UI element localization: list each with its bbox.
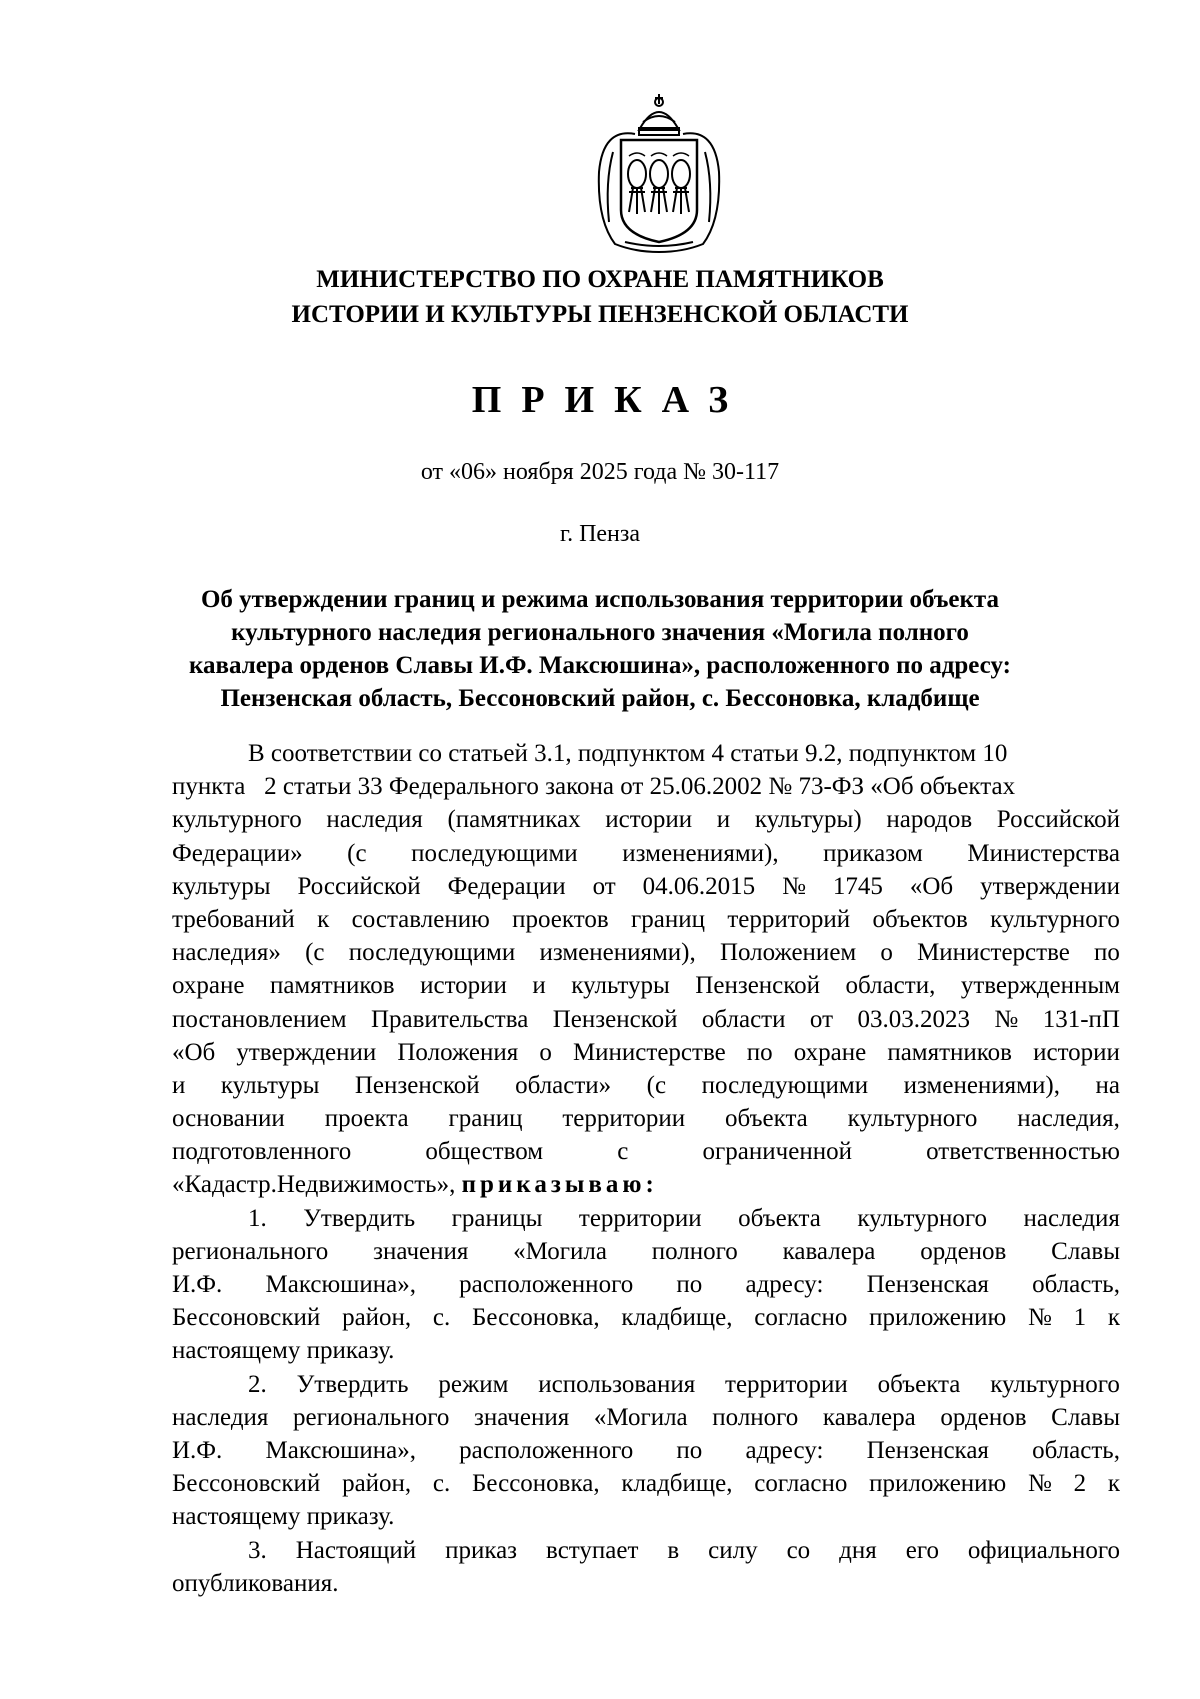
word: Настоящий — [295, 1536, 417, 1564]
word: регионального — [293, 1403, 450, 1431]
word: наследия — [172, 1403, 269, 1431]
word: 03.03.2023 — [857, 1005, 970, 1033]
word: Пензенская — [866, 1271, 989, 1298]
word: Утвердить — [303, 1204, 416, 1232]
word: № — [994, 1005, 1019, 1033]
word: адресу: — [745, 1436, 824, 1464]
word: ответственностью — [926, 1138, 1120, 1166]
word: истории — [420, 972, 507, 1000]
word: полного — [712, 1403, 799, 1431]
word: «Могила — [593, 1403, 688, 1431]
ministry-name — [0, 262, 1200, 332]
word: последующими — [701, 1071, 869, 1099]
word: истории — [605, 806, 693, 834]
word: наследия, — [1017, 1105, 1120, 1133]
item-1-line — [172, 1202, 1120, 1235]
word: охране — [172, 972, 245, 1000]
order-city: г. Пенза — [559, 521, 641, 547]
word: Министерства — [967, 839, 1120, 867]
word: район, — [342, 1470, 412, 1498]
preamble-line: пункта 2 статьи 33 Федерального закона от 25.06.2002 № 73-ФЗ «Об объектах — [172, 773, 1016, 801]
word: от — [592, 872, 616, 900]
word: наследия» — [172, 939, 281, 967]
word: 2. — [248, 1370, 267, 1398]
word: его — [905, 1536, 939, 1564]
item-2-line — [172, 1467, 1120, 1500]
word: № — [782, 872, 806, 900]
word: орденов — [940, 1403, 1027, 1431]
word: Максюшина», — [265, 1271, 416, 1298]
word: согласно — [754, 1304, 848, 1332]
word: постановлением — [172, 1005, 347, 1033]
word: истории — [1033, 1038, 1120, 1066]
preamble-line — [172, 1003, 1120, 1036]
word: 04.06.2015 — [642, 872, 756, 900]
preamble-line — [172, 803, 1120, 836]
document-type-title: ПРИКАЗ — [471, 379, 749, 421]
word: территории — [578, 1204, 702, 1232]
word: № — [1027, 1470, 1052, 1498]
word: со — [786, 1536, 811, 1564]
preamble-line — [172, 1036, 1120, 1069]
word: Министерстве — [917, 939, 1070, 967]
word: 131-пП — [1042, 1005, 1120, 1033]
word: изменениями), — [622, 839, 779, 867]
word: согласно — [754, 1470, 848, 1498]
word: требований — [172, 905, 295, 933]
preamble-line-final — [172, 1168, 1120, 1201]
word: о — [880, 939, 893, 967]
word: район, — [342, 1304, 412, 1332]
word: по — [676, 1436, 703, 1464]
word: объектов — [872, 905, 968, 933]
word: границ — [448, 1105, 523, 1133]
word: Славы — [1051, 1403, 1120, 1431]
word: народов — [886, 806, 973, 834]
word: культуры — [172, 872, 271, 900]
ministry-name-line-2: ИСТОРИИ И КУЛЬТУРЫ ПЕНЗЕНСКОЙ ОБЛАСТИ — [291, 301, 909, 328]
word: 3. — [248, 1536, 267, 1564]
preamble-text: «Кадастр.Недвижимость», — [172, 1171, 456, 1199]
word: кавалера — [822, 1403, 916, 1431]
word: «Могила — [513, 1237, 607, 1265]
order-date-number: от «06» ноября 2025 года № 30-117 — [420, 459, 780, 485]
word: проекта — [324, 1105, 409, 1133]
word: подготовленного — [172, 1138, 352, 1166]
item-3-line: опубликования. — [172, 1569, 339, 1597]
word: полного — [651, 1237, 738, 1265]
word: дня — [839, 1536, 877, 1564]
word: область, — [1032, 1271, 1120, 1298]
word: вступает — [546, 1536, 639, 1564]
word: наследия — [1023, 1204, 1120, 1232]
word: проектов — [512, 905, 609, 933]
word: И.Ф. — [172, 1436, 223, 1464]
word: приказом — [823, 839, 923, 867]
preamble-line — [172, 837, 1120, 870]
word: объекта — [725, 1105, 808, 1133]
word: Бессоновка, — [472, 1470, 600, 1498]
word: на — [1095, 1071, 1120, 1099]
word: изменениями), — [539, 939, 696, 967]
subject-line: Пензенская область, Бессоновский район, с. Бессоновка, кладбище — [220, 685, 980, 712]
word: культурного — [847, 1105, 978, 1133]
item-2-line — [172, 1401, 1120, 1434]
word: кладбище, — [621, 1470, 733, 1498]
word: Славы — [1051, 1237, 1120, 1265]
word: режим — [438, 1370, 509, 1398]
word: по — [676, 1271, 703, 1298]
word: утверждении — [236, 1038, 377, 1066]
word: «Об — [909, 872, 954, 900]
word: Положением — [719, 939, 857, 967]
word: обществом — [425, 1138, 544, 1166]
word: области — [701, 1005, 786, 1033]
word: культурного — [990, 1370, 1120, 1398]
word: расположенного — [459, 1271, 634, 1298]
penza-coat-of-arms-icon — [595, 92, 723, 255]
word: объекта — [877, 1370, 961, 1398]
word: значения — [473, 1403, 570, 1431]
word: 1. — [248, 1204, 267, 1232]
item-1-line — [172, 1235, 1120, 1268]
word: к — [1107, 1304, 1120, 1332]
word: Пензенской — [695, 972, 821, 1000]
word: границ — [630, 905, 705, 933]
word: памятников — [887, 1038, 1012, 1066]
item-3-line — [172, 1534, 1120, 1567]
preamble-line — [172, 870, 1120, 903]
word: приложению — [869, 1304, 1007, 1332]
item-1-line — [172, 1268, 1120, 1301]
word: Федерации» — [172, 839, 303, 867]
word: объекта — [738, 1204, 821, 1232]
word: территории — [725, 1370, 848, 1398]
order-body — [172, 737, 1120, 1600]
preamble-line — [172, 903, 1120, 936]
word: Бессоновский — [172, 1470, 321, 1498]
word: (памятниках — [447, 806, 581, 834]
word: утвержденным — [960, 972, 1120, 1000]
word: территории — [562, 1105, 686, 1133]
word: орденов — [920, 1237, 1007, 1265]
word: официального — [967, 1536, 1120, 1564]
preamble-line: В соответствии со статьей 3.1, подпунктом 4 статьи 9.2, подпунктом 10 — [248, 740, 1008, 767]
word: территорий — [727, 905, 851, 933]
word: с. — [432, 1470, 451, 1498]
word: использования — [538, 1370, 696, 1398]
word: культуры) — [754, 806, 862, 834]
word: 2 — [1073, 1470, 1087, 1498]
word: И.Ф. — [172, 1271, 223, 1298]
word: «Об — [172, 1038, 216, 1066]
word: приложению — [869, 1470, 1007, 1498]
word: и — [532, 972, 546, 1000]
preamble-line — [172, 1135, 1120, 1168]
word: охране — [793, 1038, 867, 1066]
word: значения — [373, 1237, 469, 1265]
word: последующими — [348, 939, 516, 967]
word: и — [716, 806, 731, 834]
word: последующими — [411, 839, 578, 867]
word: с. — [432, 1304, 451, 1332]
word: Правительства — [370, 1005, 529, 1033]
word: в — [667, 1536, 680, 1564]
preamble-line — [172, 1069, 1120, 1102]
word: Утвердить — [296, 1370, 409, 1398]
word: к — [1107, 1470, 1120, 1498]
word: область, — [1032, 1436, 1120, 1464]
word: кавалера — [782, 1237, 876, 1265]
word: ограниченной — [702, 1138, 852, 1166]
word: культуры — [220, 1071, 320, 1099]
word: адресу: — [745, 1271, 824, 1298]
word: Российской — [297, 872, 421, 900]
word: Положения — [397, 1038, 519, 1066]
word: утверждении — [980, 872, 1120, 900]
word: Бессоновка, — [472, 1304, 600, 1332]
item-2-line — [172, 1368, 1120, 1401]
word: Федерации — [447, 872, 566, 900]
word: культурного — [990, 905, 1120, 933]
word: области» — [515, 1071, 612, 1099]
word: составлению — [351, 905, 490, 933]
word: № — [1027, 1304, 1052, 1332]
preamble-line — [172, 1102, 1120, 1135]
subject-line: культурного наследия регионального значения «Могила полного — [231, 619, 969, 646]
ministry-name-line-1: МИНИСТЕРСТВО ПО ОХРАНЕ ПАМЯТНИКОВ — [316, 266, 884, 293]
word: (с — [305, 939, 325, 967]
word: о — [539, 1038, 552, 1066]
word: Пензенской — [552, 1005, 678, 1033]
word: памятников — [269, 972, 395, 1000]
item-2-line: настоящему приказу. — [172, 1503, 395, 1531]
word: культурного — [857, 1204, 988, 1232]
word: по — [1094, 939, 1120, 967]
order-subject — [0, 583, 1200, 715]
word: регионального — [172, 1237, 329, 1265]
word: (с — [646, 1071, 667, 1099]
word: культурного — [172, 806, 302, 834]
word: Российской — [996, 806, 1120, 834]
word: от — [809, 1005, 834, 1033]
word: кладбище, — [621, 1304, 733, 1332]
word: области, — [845, 972, 936, 1000]
word: с — [617, 1138, 629, 1166]
subject-line: кавалера орденов Славы И.Ф. Максюшина», расположенного по адресу: — [189, 652, 1011, 679]
item-1-line: настоящему приказу. — [172, 1337, 395, 1365]
word: культуры — [571, 972, 670, 1000]
item-1-line — [172, 1301, 1120, 1334]
word: границы — [451, 1204, 543, 1232]
item-2-line — [172, 1434, 1120, 1467]
word: силу — [708, 1536, 758, 1564]
subject-line: Об утверждении границ и режима использования территории объекта — [200, 586, 1000, 613]
preamble-line — [172, 969, 1120, 1002]
word: наследия — [326, 806, 423, 834]
word: Пензенская — [866, 1436, 989, 1464]
word: Максюшина», — [265, 1436, 416, 1464]
word: и — [172, 1071, 186, 1099]
word: Министерстве — [572, 1038, 726, 1066]
word: (с — [347, 839, 367, 867]
word: расположенного — [459, 1436, 634, 1464]
preamble-line — [172, 936, 1120, 969]
word: приказ — [445, 1536, 518, 1564]
word: изменениями), — [903, 1071, 1060, 1099]
order-word: приказываю: — [461, 1171, 658, 1199]
word: к — [317, 905, 330, 933]
word: Пензенской — [354, 1071, 480, 1099]
word: 1745 — [832, 872, 883, 900]
word: Бессоновский — [172, 1304, 321, 1332]
word: 1 — [1073, 1304, 1087, 1332]
word: по — [746, 1038, 773, 1066]
word: основании — [172, 1105, 285, 1133]
